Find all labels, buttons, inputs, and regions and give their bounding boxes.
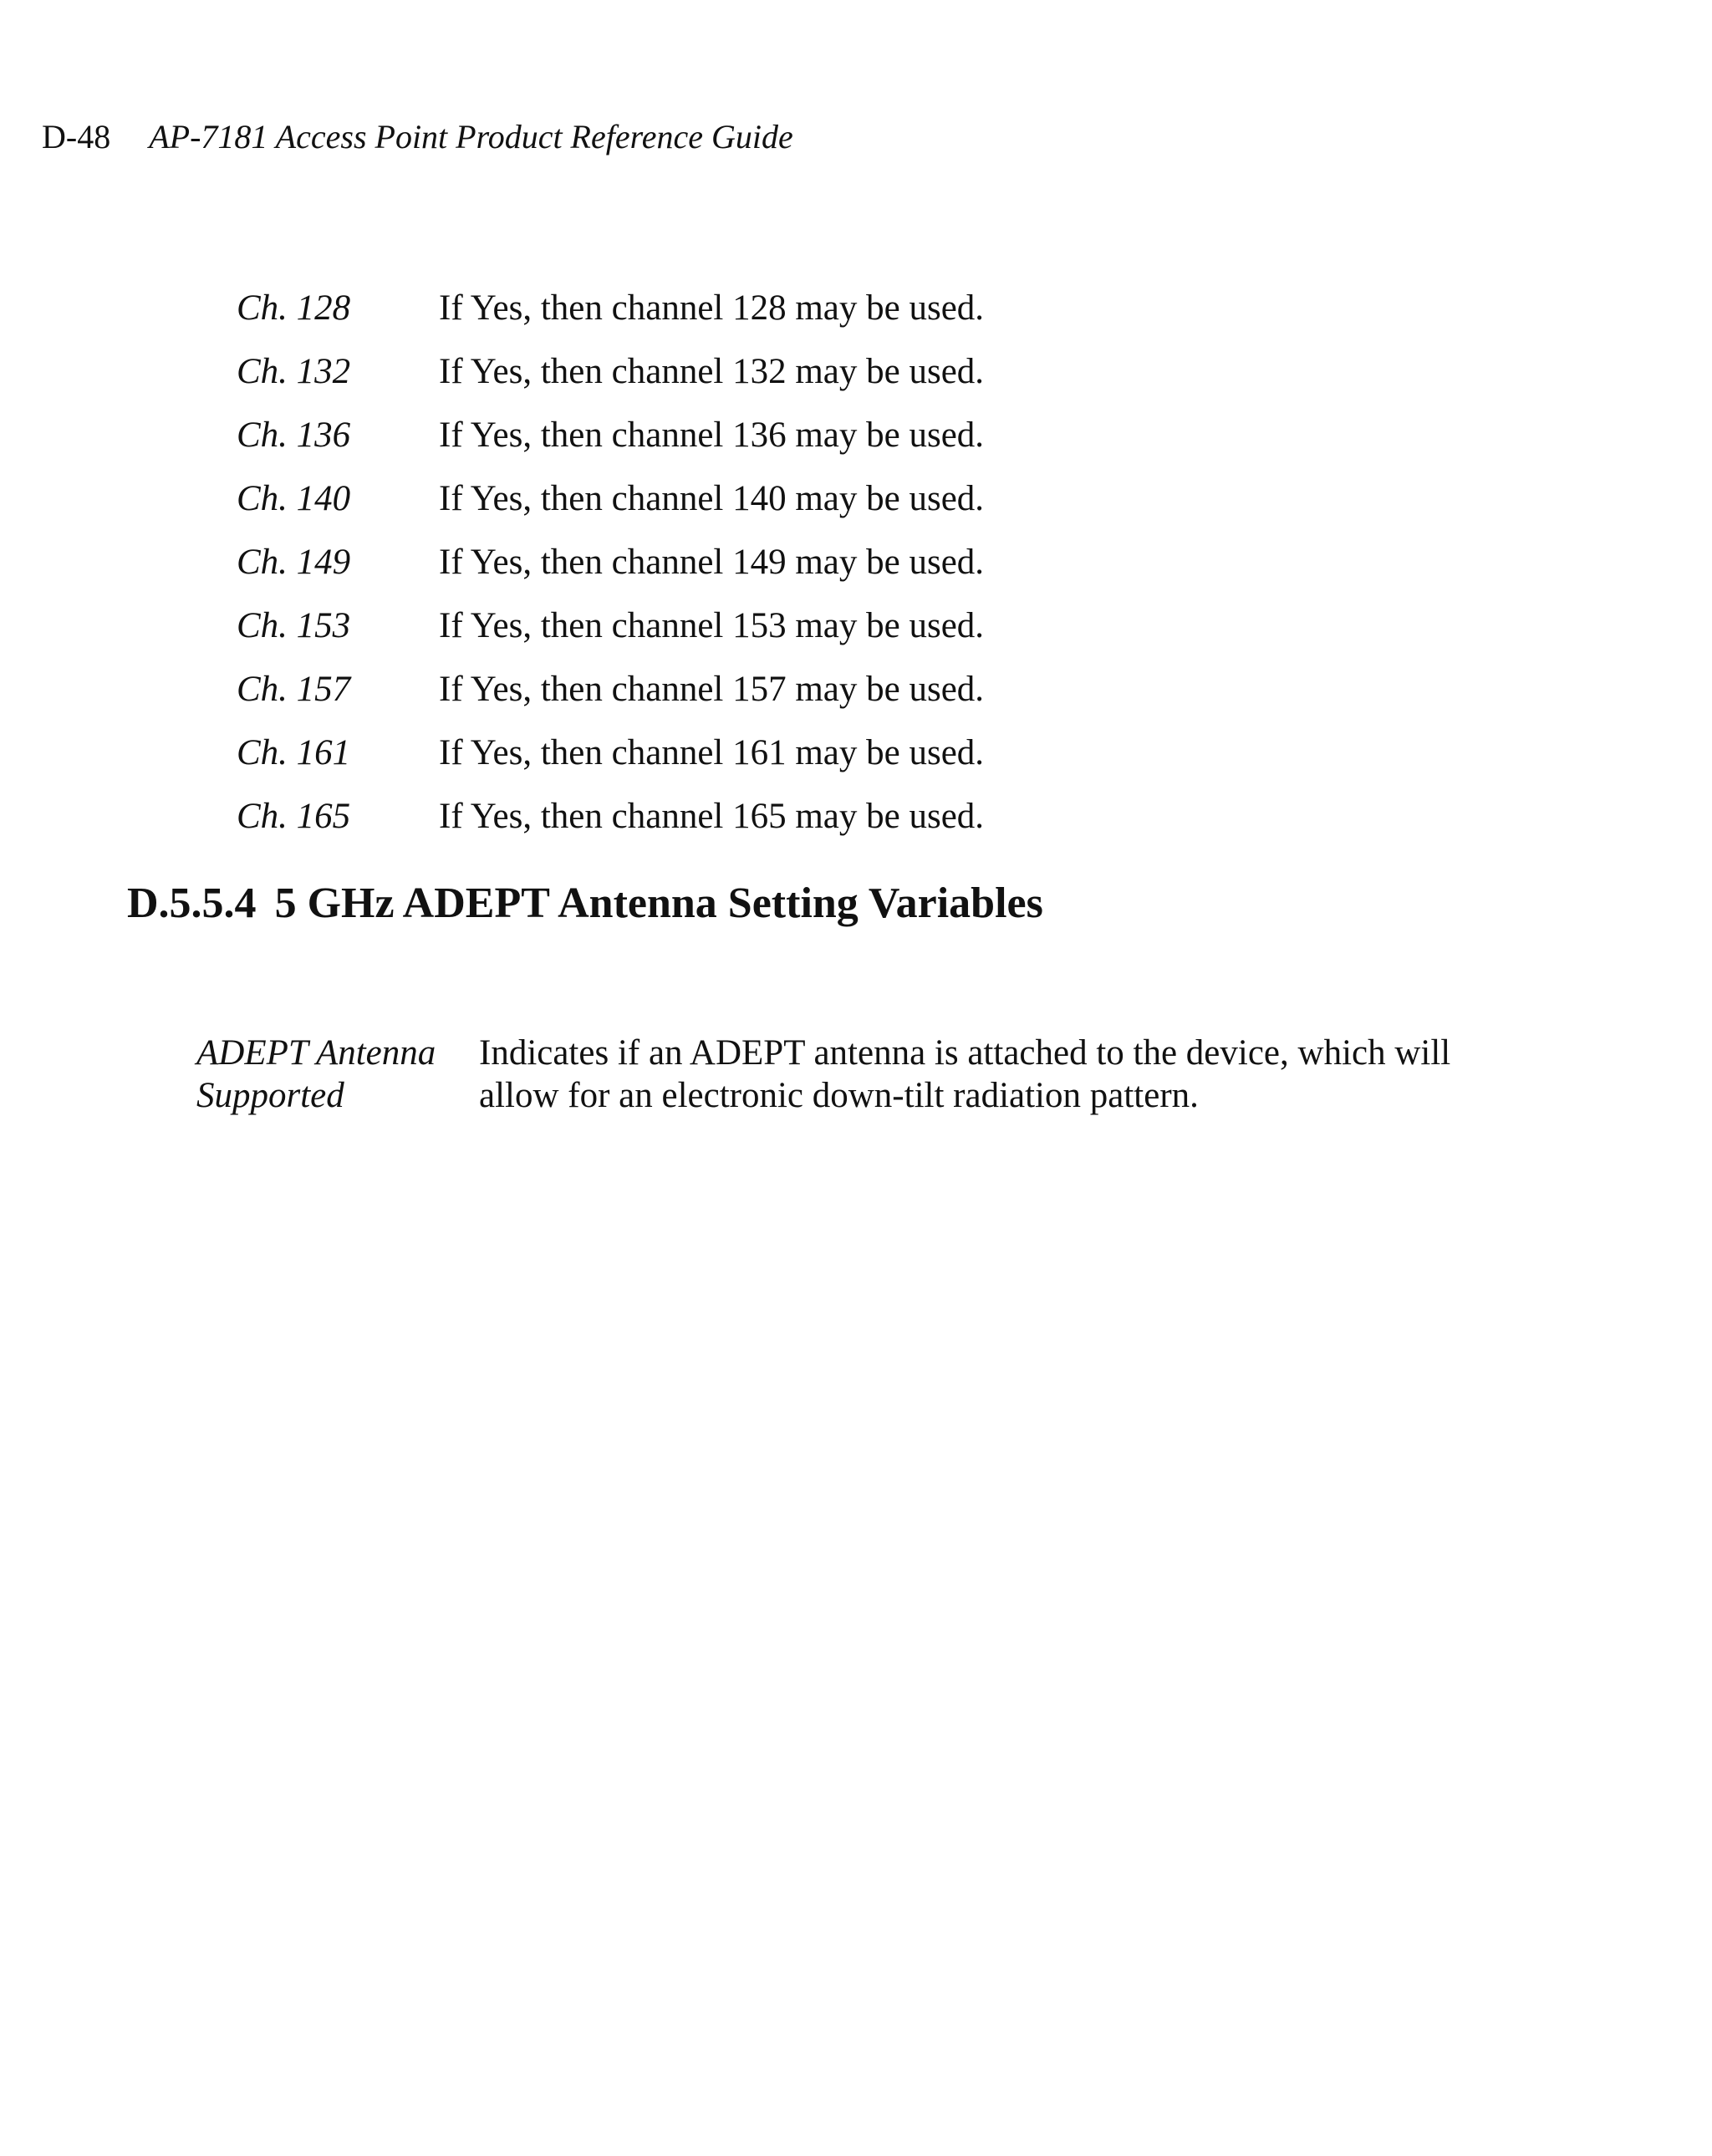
variable-description-line: Indicates if an ADEPT antenna is attached to the device, which will xyxy=(479,1033,1451,1073)
channel-term: Ch. 136 xyxy=(237,415,351,455)
channel-term: Ch. 128 xyxy=(237,288,351,328)
channel-description: If Yes, then channel 157 may be used. xyxy=(439,670,985,709)
section-title: 5 GHz ADEPT Antenna Setting Variables xyxy=(274,879,1043,927)
variable-term-line: Supported xyxy=(196,1076,344,1115)
channel-term: Ch. 132 xyxy=(237,352,351,391)
variable-description-line: allow for an electronic down-tilt radiation pattern. xyxy=(479,1076,1199,1115)
channel-term: Ch. 157 xyxy=(237,670,351,709)
variable-term-line: ADEPT Antenna xyxy=(196,1033,436,1073)
variable-description xyxy=(479,1032,1450,1117)
variable-term xyxy=(196,1032,436,1117)
channel-description: If Yes, then channel 161 may be used. xyxy=(439,733,985,772)
section-heading xyxy=(127,877,1043,930)
channel-description: If Yes, then channel 132 may be used. xyxy=(439,352,985,391)
page-number: D-48 xyxy=(42,118,111,155)
channel-description: If Yes, then channel 140 may be used. xyxy=(439,479,985,518)
channel-description: If Yes, then channel 149 may be used. xyxy=(439,543,985,582)
guide-title: AP-7181 Access Point Product Reference Guide xyxy=(149,118,793,155)
channel-description: If Yes, then channel 153 may be used. xyxy=(439,606,985,645)
channel-term: Ch. 153 xyxy=(237,606,351,645)
running-header xyxy=(42,117,793,157)
channel-term: Ch. 161 xyxy=(237,733,351,772)
channel-term: Ch. 140 xyxy=(237,479,351,518)
section-number: D.5.5.4 xyxy=(127,879,257,927)
channel-description: If Yes, then channel 128 may be used. xyxy=(439,288,985,328)
channel-description: If Yes, then channel 165 may be used. xyxy=(439,797,985,836)
channel-term: Ch. 165 xyxy=(237,797,351,836)
channel-term: Ch. 149 xyxy=(237,543,351,582)
channel-description: If Yes, then channel 136 may be used. xyxy=(439,415,985,455)
